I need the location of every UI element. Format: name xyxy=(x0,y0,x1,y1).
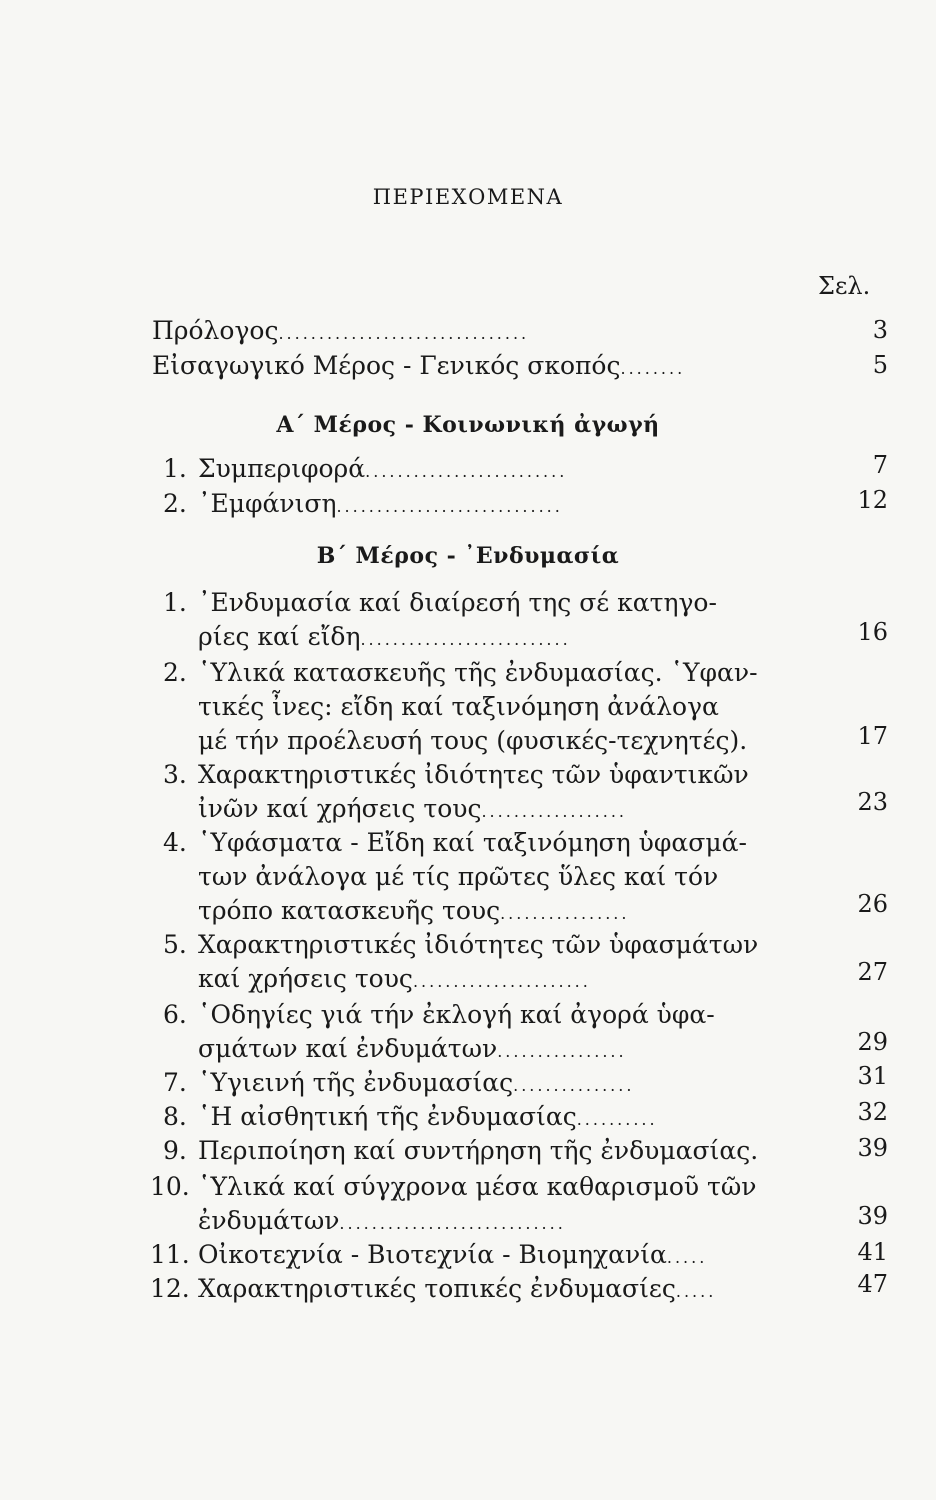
entry-number: 2. xyxy=(163,658,187,687)
page-number: 29 xyxy=(857,1028,888,1056)
page-number: 23 xyxy=(857,788,888,816)
leader-dots: .................. xyxy=(481,802,628,821)
toc-entry-b6 xyxy=(198,1036,627,1061)
page-number: 5 xyxy=(872,351,888,379)
toc-entry-b9 xyxy=(198,1138,758,1163)
entry-number: 1. xyxy=(163,588,187,617)
page-number: 27 xyxy=(857,958,888,986)
entry-number: 5. xyxy=(163,930,187,959)
entry-number: 7. xyxy=(163,1068,187,1097)
leader-dots: ............................... xyxy=(278,324,530,343)
entry-number: 2. xyxy=(163,489,187,518)
leader-dots: .......................... xyxy=(360,630,571,649)
entry-number: 3. xyxy=(163,760,187,789)
page-number: 39 xyxy=(857,1134,888,1162)
entry-title: ἰνῶν καί χρήσεις τους xyxy=(198,794,482,823)
toc-entry-b10 xyxy=(198,1208,566,1233)
page-title: ΠΕΡΙΕΧΟΜΕΝΑ xyxy=(372,185,564,209)
toc-entry-b3 xyxy=(198,796,627,821)
entry-line: μέ τήν προέλευσή τους (φυσικές-τεχνητές). xyxy=(198,726,748,755)
entry-title: Εἰσαγωγικό Μέρος - Γενικός σκοπός xyxy=(152,351,621,380)
entry-title: ᾿Εμφάνιση xyxy=(198,489,337,518)
entry-line: ῾Υλικά κατασκευῆς τῆς ἐνδυμασίας. ῾Υφαν- xyxy=(198,658,758,687)
toc-entry-a2 xyxy=(198,491,563,516)
entry-title: ῾Η αἰσθητική τῆς ἐνδυμασίας xyxy=(198,1102,577,1131)
entry-title: Περιποίηση καί συντήρηση τῆς ἐνδυμασίας. xyxy=(198,1136,759,1165)
entry-title: καί χρήσεις τους xyxy=(198,964,413,993)
entry-title: σμάτων καί ἐνδυμάτων xyxy=(198,1034,498,1063)
entry-number: 12. xyxy=(150,1274,190,1303)
page-number: 32 xyxy=(857,1098,888,1126)
entry-number: 6. xyxy=(163,1000,187,1029)
entry-line: ᾿Ενδυμασία καί διαίρεσή της σέ κατηγο- xyxy=(198,588,717,617)
page-number: 16 xyxy=(857,618,888,646)
page-number: 31 xyxy=(857,1062,888,1090)
page-number: 3 xyxy=(872,316,888,344)
leader-dots: ............................ xyxy=(336,497,563,516)
entry-title: ἐνδυμάτων xyxy=(198,1206,340,1235)
page-number: 12 xyxy=(857,486,888,514)
page-number: 17 xyxy=(857,722,888,750)
entry-title: Συμπεριφορά xyxy=(198,454,366,483)
entry-number: 1. xyxy=(163,454,187,483)
entry-number: 8. xyxy=(163,1102,187,1131)
toc-entry-b8 xyxy=(198,1104,658,1129)
page-column-label: Σελ. xyxy=(818,272,871,300)
entry-line: τικές ἶνες: εἴδη καί ταξινόμηση ἀνάλογα xyxy=(198,692,719,721)
section-a-heading: Α΄ Μέρος - Κοινωνική ἀγωγή xyxy=(276,412,660,438)
entry-line: Χαρακτηριστικές ἰδιότητες τῶν ὑφασμάτων xyxy=(198,930,759,959)
page-number: 39 xyxy=(857,1202,888,1230)
toc-entry-b4 xyxy=(198,898,629,923)
entry-line: ῾Υφάσματα - Εἴδη καί ταξινόμηση ὑφασμά- xyxy=(198,828,747,857)
section-b-heading: Β΄ Μέρος - ᾿Ενδυμασία xyxy=(316,543,620,569)
entry-title: Χαρακτηριστικές τοπικές ἐνδυμασίες xyxy=(198,1274,676,1303)
entry-title: Οἰκοτεχνία - Βιοτεχνία - Βιομηχανία xyxy=(198,1240,667,1269)
leader-dots: ..... xyxy=(675,1282,717,1301)
toc-entry-b7 xyxy=(198,1070,634,1095)
leader-dots: .......... xyxy=(576,1110,658,1129)
toc-entry-a1 xyxy=(198,456,567,481)
entry-number: 9. xyxy=(163,1136,187,1165)
toc-entry-prologue xyxy=(152,318,529,343)
toc-entry-b5 xyxy=(198,966,591,991)
entry-line: ῾Υλικά καί σύγχρονα μέσα καθαρισμοῦ τῶν xyxy=(198,1172,757,1201)
entry-number: 4. xyxy=(163,828,187,857)
toc-entry-b11 xyxy=(198,1242,707,1267)
toc-entry-introduction xyxy=(152,353,685,378)
entry-number: 10. xyxy=(150,1172,190,1201)
page-number: 47 xyxy=(857,1270,888,1298)
leader-dots: ............... xyxy=(513,1076,635,1095)
entry-title: ρίες καί εἴδη xyxy=(198,622,361,651)
entry-line: των ἀνάλογα μέ τίς πρῶτες ὕλες καί τόν xyxy=(198,862,719,891)
leader-dots: ...................... xyxy=(412,972,591,991)
entry-title: τρόπο κατασκευῆς τους xyxy=(198,896,501,925)
leader-dots: ................ xyxy=(500,904,630,923)
entry-line: Χαρακτηριστικές ἰδιότητες τῶν ὑφαντικῶν xyxy=(198,760,749,789)
leader-dots: ............................ xyxy=(339,1214,566,1233)
toc-entry-b1 xyxy=(198,624,571,649)
page-number: 26 xyxy=(857,890,888,918)
entry-title: ῾Υγιεινή τῆς ἐνδυμασίας xyxy=(198,1068,514,1097)
leader-dots: ......................... xyxy=(365,462,568,481)
leader-dots: ................ xyxy=(497,1042,627,1061)
entry-title: Πρόλογος xyxy=(152,316,279,345)
toc-entry-b12 xyxy=(198,1276,716,1301)
leader-dots: ..... xyxy=(666,1248,708,1267)
page-number: 41 xyxy=(857,1238,888,1266)
leader-dots: ........ xyxy=(620,359,686,378)
entry-line: ῾Οδηγίες γιά τήν ἐκλογή καί ἀγορά ὑφα- xyxy=(198,1000,715,1029)
page-number: 7 xyxy=(872,451,888,479)
entry-number: 11. xyxy=(150,1240,190,1269)
